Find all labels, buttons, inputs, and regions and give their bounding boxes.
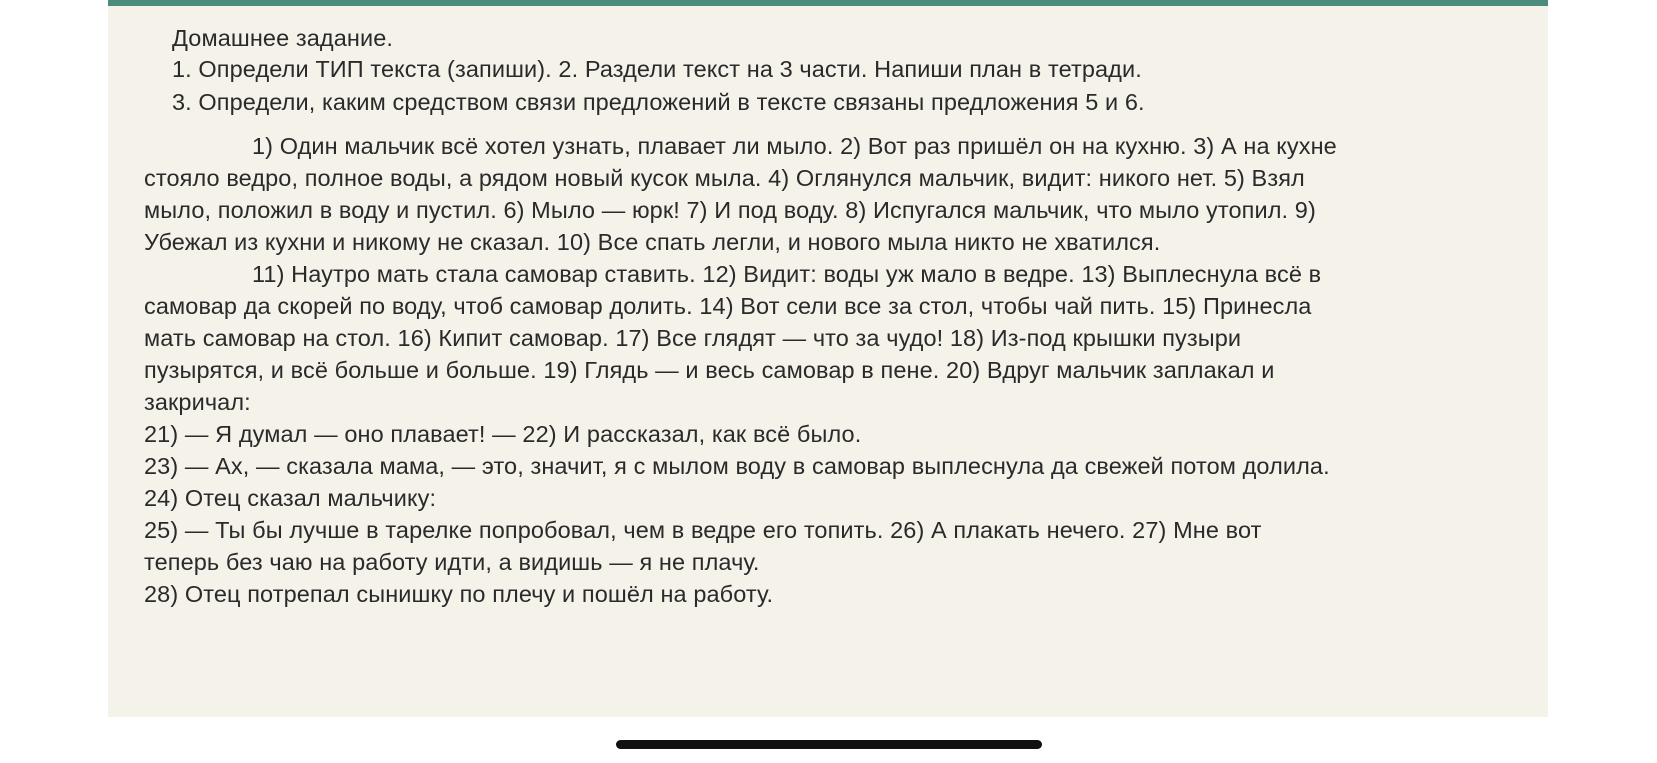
slide	[108, 0, 1548, 717]
text-line-9: закричал:	[144, 389, 251, 415]
text-line-10: 21) — Я думал — оно плавает! — 22) И рассказал, как всё было.	[144, 421, 862, 447]
homework-title: Домашнее задание.	[172, 25, 394, 51]
homework-task-line-1: 1. Определи ТИП текста (запиши). 2. Раздели текст на 3 части. Напиши план в тетради.	[172, 56, 1142, 82]
text-line-2: стояло ведро, полное воды, а рядом новый кусок мыла. 4) Оглянулся мальчик, видит: никого нет. 5) Взял	[144, 165, 1305, 191]
text-line-12: 24) Отец сказал мальчику:	[144, 485, 437, 511]
text-line-7: мать самовар на стол. 16) Кипит самовар. 17) Все глядят — что за чудо! 18) Из-под крышки пузыри	[144, 325, 1242, 351]
homework-task-line-2: 3. Определи, каким средством связи предложений в тексте связаны предложения 5 и 6.	[172, 89, 1145, 115]
text-line-1: 1) Один мальчик всё хотел узнать, плавает ли мыло. 2) Вот раз пришёл он на кухню. 3) А на кухне	[252, 133, 1337, 159]
text-line-11: 23) — Ах, — сказала мама, — это, значит, я с мылом воду в самовар выплеснула да свежей потом долила.	[144, 453, 1330, 479]
home-indicator[interactable]	[616, 740, 1042, 749]
slide-top-bar	[108, 0, 1548, 6]
text-line-4: Убежал из кухни и никому не сказал. 10) Все спать легли, и нового мыла никто не хватился.	[144, 229, 1161, 255]
text-line-15: 28) Отец потрепал сынишку по плечу и пошёл на работу.	[144, 581, 774, 607]
text-line-3: мыло, положил в воду и пустил. 6) Мыло — юрк! 7) И под воду. 8) Испугался мальчик, что мыло утопил. 9)	[144, 197, 1316, 223]
text-line-8: пузырятся, и всё больше и больше. 19) Глядь — и весь самовар в пене. 20) Вдруг мальчик заплакал и	[144, 357, 1275, 383]
text-line-5: 11) Наутро мать стала самовар ставить. 12) Видит: воды уж мало в ведре. 13) Выплеснула всё в	[252, 261, 1322, 287]
text-line-13: 25) — Ты бы лучше в тарелке попробовал, чем в ведре его топить. 26) А плакать нечего. 27) Мне вот	[144, 517, 1262, 543]
text-line-14: теперь без чаю на работу идти, а видишь — я не плачу.	[144, 549, 760, 575]
text-line-6: самовар да скорей по воду, чтоб самовар долить. 14) Вот сели все за стол, чтобы чай пить. 15) Принесла	[144, 293, 1312, 319]
